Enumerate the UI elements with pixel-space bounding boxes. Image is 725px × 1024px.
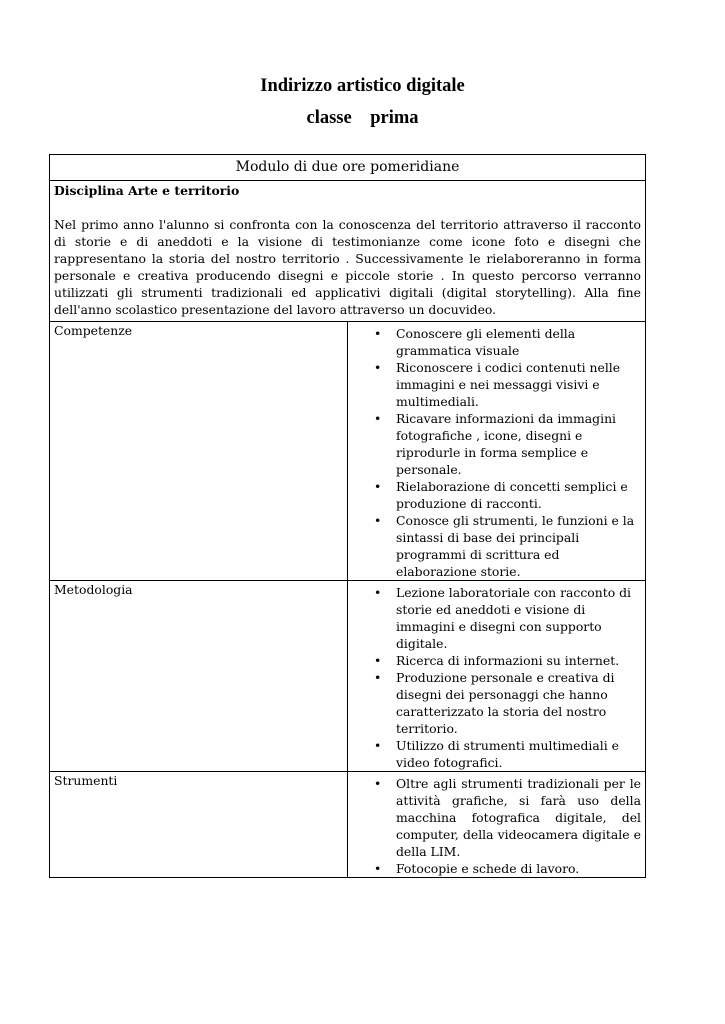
list-item: • Ricerca di informazioni su internet. <box>396 652 641 669</box>
discipline-cell <box>50 181 646 322</box>
document-subtitle: classe prima <box>306 108 419 128</box>
competenze-list <box>352 325 641 580</box>
list-item: • Rielaborazione di concetti semplici e produzione di racconti. <box>396 478 641 512</box>
module-header-row <box>50 155 646 181</box>
list-item: • Conosce gli strumenti, le funzioni e la sintassi di base dei principali programmi di scrittura ed elaborazione storie. <box>396 512 641 580</box>
row-content-competenze <box>348 322 646 581</box>
table-row-metodologia <box>50 581 646 772</box>
row-label-competenze: Competenze <box>50 322 348 581</box>
row-label-strumenti: Strumenti <box>50 772 348 878</box>
list-item: • Fotocopie e schede di lavoro. <box>396 860 641 877</box>
metodologia-list <box>352 584 641 771</box>
discipline-title: Disciplina Arte e territorio <box>54 183 240 198</box>
table-row-strumenti <box>50 772 646 878</box>
module-table <box>49 154 646 878</box>
row-content-metodologia <box>348 581 646 772</box>
list-item: • Oltre agli strumenti tradizionali per le attività grafiche, si farà uso della macchina fotografica digitale, del computer, della videocamera digitale e della LIM. <box>396 775 641 860</box>
table-row-competenze <box>50 322 646 581</box>
document-title: Indirizzo artistico digitale <box>260 76 465 96</box>
list-item: • Produzione personale e creativa di disegni dei personaggi che hanno caratterizzato la storia del nostro territorio. <box>396 669 641 737</box>
row-label-metodologia: Metodologia <box>50 581 348 772</box>
module-header: Modulo di due ore pomeridiane <box>50 155 646 181</box>
strumenti-list <box>352 775 641 877</box>
list-item: • Riconoscere i codici contenuti nelle immagini e nei messaggi visivi e multimediali. <box>396 359 641 410</box>
list-item: • Ricavare informazioni da immagini fotografiche , icone, disegni e riprodurle in forma semplice e personale. <box>396 410 641 478</box>
list-item: • Utilizzo di strumenti multimediali e video fotografici. <box>396 737 641 771</box>
discipline-description: Nel primo anno l'alunno si confronta con la conoscenza del territorio attraverso il racconto di storie e di aneddoti e la visione di testimonianze come icone foto e disegni che rappresentano la storia del nostro territorio . Successivamente le rielaboreranno in forma personale e creativa producendo disegni e piccole storie . In questo percorso verranno utilizzati gli strumenti tradizionali ed applicativi digitali (digital storytelling). Alla fine dell'anno scolastico presentazione del lavoro attraverso un docuvideo. <box>54 217 641 317</box>
row-content-strumenti <box>348 772 646 878</box>
discipline-row <box>50 181 646 322</box>
list-item: • Conoscere gli elementi della grammatica visuale <box>396 325 641 359</box>
list-item: • Lezione laboratoriale con racconto di storie ed aneddoti e visione di immagini e disegni con supporto digitale. <box>396 584 641 652</box>
